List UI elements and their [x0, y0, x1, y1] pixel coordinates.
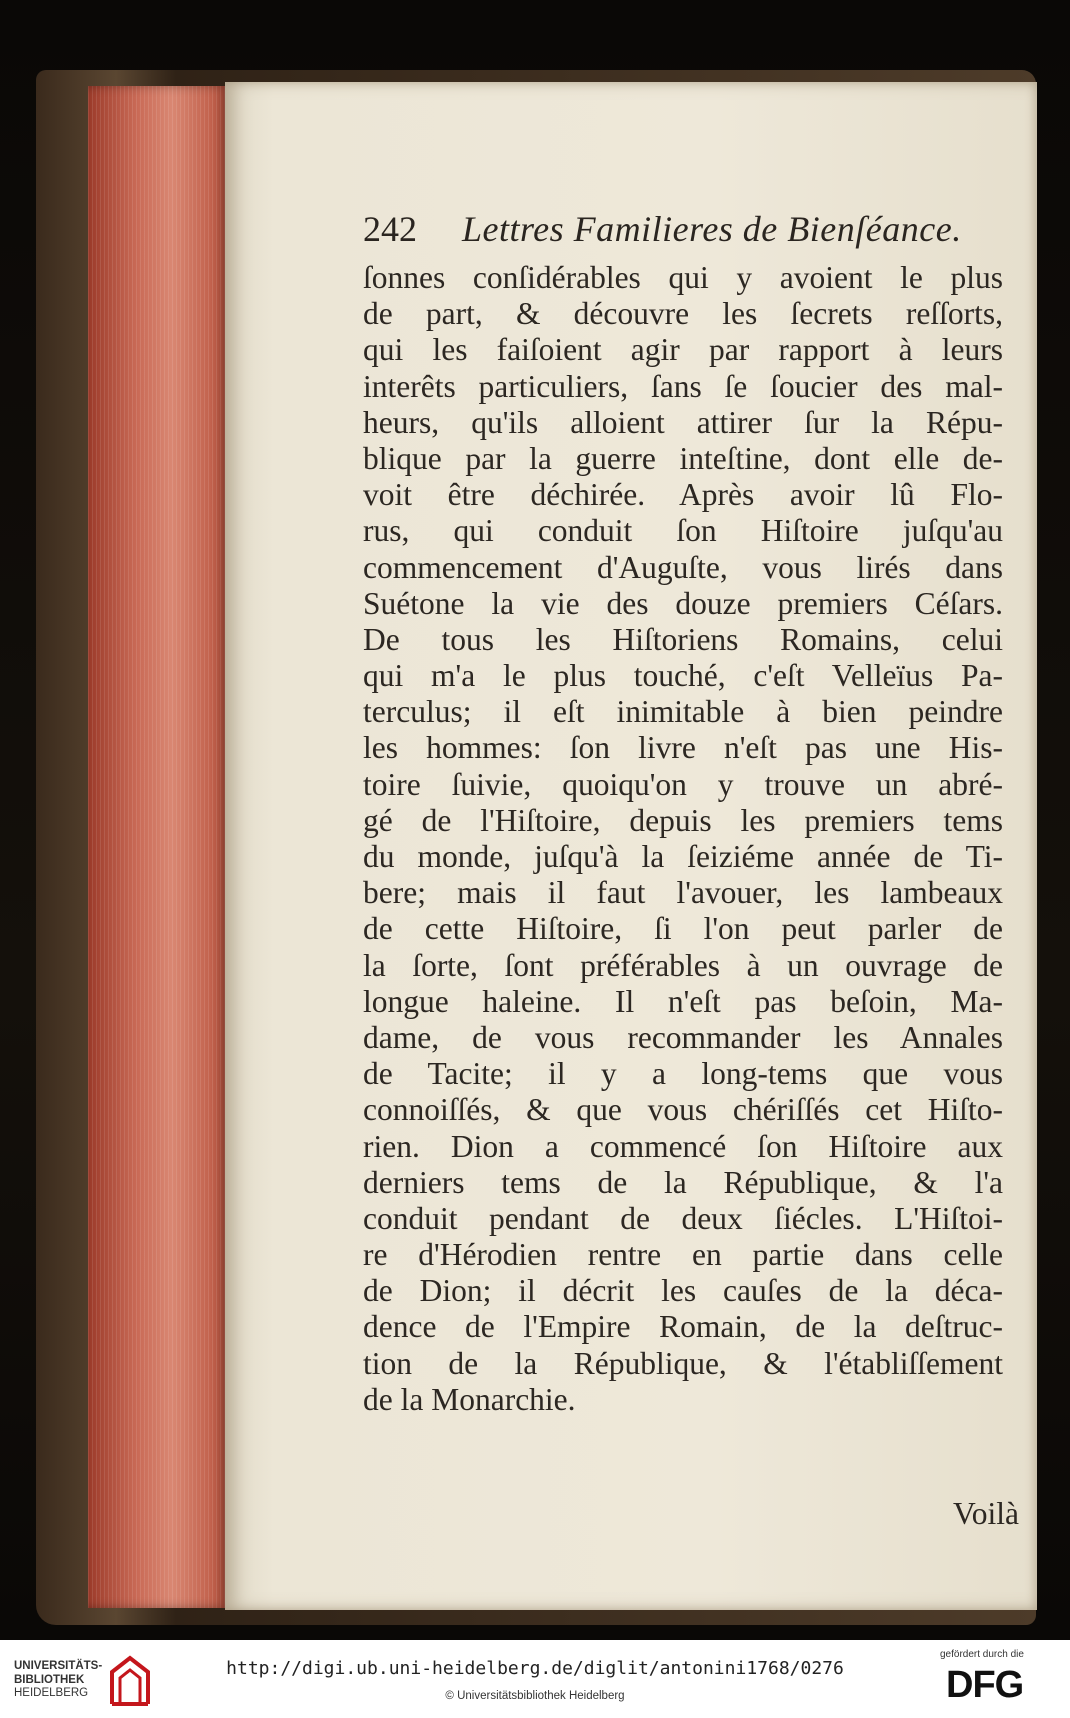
text-line: blique par la guerre inteſtine, dont elle de-: [363, 440, 1003, 476]
dfg-logo: DFG: [946, 1664, 1024, 1706]
text-line: du monde, juſqu'à la ſeiziéme année de Ti-: [363, 839, 1003, 874]
library-name-line: BIBLIOTHEK: [14, 1673, 85, 1686]
catchword: Voilà: [953, 1496, 1019, 1531]
copyright-notice: © Universitätsbibliothek Heidelberg: [445, 1690, 625, 1702]
text-line: tion de la République, & l'établiſſement: [363, 1345, 1003, 1381]
text-line: longue haleine. Il n'eſt pas beſoin, Ma-: [363, 983, 1003, 1019]
text-line: qui les faiſoient agir par rapport à leurs: [363, 332, 1003, 368]
text-line: connoiſſés, & que vous chériſſés cet Hiſto-: [363, 1092, 1003, 1128]
text-line: dence de l'Empire Romain, de la deſtruc-: [363, 1309, 1003, 1345]
text-line: De tous les Hiſtoriens Romains, celui: [363, 621, 1003, 657]
text-line: la ſorte, ſont préférables à un ouvrage de: [363, 947, 1003, 983]
text-line: voit être déchirée. Après avoir lû Flo-: [363, 477, 1003, 513]
book-page: [225, 82, 1037, 1610]
permalink-url[interactable]: http://digi.ub.uni-heidelberg.de/diglit/antonini1768/0276: [226, 1658, 844, 1679]
text-line: de la Monarchie.: [363, 1381, 576, 1417]
text-line: de Tacite; il y a long-tems que vous: [363, 1056, 1003, 1092]
text-line: commencement d'Auguſte, vous lirés dans: [363, 549, 1003, 585]
footer-bar: [0, 1640, 1070, 1718]
text-line: terculus; il eſt inimitable à bien peindre: [363, 694, 1003, 730]
text-line: de cette Hiſtoire, ſi l'on peut parler de: [363, 911, 1003, 947]
text-line: dame, de vous recommander les Annales: [363, 1019, 1003, 1055]
running-head-title: Lettres Familieres de Bienſéance.: [462, 209, 962, 249]
running-head: [363, 204, 1023, 254]
text-line: rien. Dion a commencé ſon Hiſtoire aux: [363, 1128, 1003, 1164]
text-line: Suétone la vie des douze premiers Céſars.: [363, 585, 1003, 621]
text-line: de part, & découvre les ſecrets reſſorts,: [363, 296, 1003, 332]
funded-by-label: gefördert durch die: [940, 1649, 1024, 1660]
text-line: gé de l'Hiſtoire, depuis les premiers tems: [363, 802, 1003, 838]
page-edges: [88, 86, 228, 1608]
text-line: de Dion; il décrit les cauſes de la déca-: [363, 1273, 1003, 1309]
text-line: les hommes: ſon livre n'eſt pas une His-: [363, 730, 1003, 766]
library-name-line: UNIVERSITÄTS-: [14, 1660, 103, 1672]
text-line: derniers tems de la République, & l'a: [363, 1164, 1003, 1200]
text-line: ſonnes conſidérables qui y avoient le plus: [363, 260, 1003, 295]
text-line: interêts particuliers, ſans ſe ſoucier des mal-: [363, 368, 1003, 404]
page-number: 242: [363, 209, 417, 249]
text-line: conduit pendant de deux ſiécles. L'Hiſtoi-: [363, 1200, 1003, 1236]
body-text: [363, 260, 1003, 1418]
text-line: re d'Hérodien rentre en partie dans celle: [363, 1237, 1003, 1273]
library-name-line: HEIDELBERG: [14, 1687, 89, 1699]
text-line: bere; mais il faut l'avouer, les lambeaux: [363, 875, 1003, 911]
text-line: toire ſuivie, quoiqu'on y trouve un abré-: [363, 766, 1003, 802]
text-line: qui m'a le plus touché, c'eſt Velleïus Pa-: [363, 658, 1003, 694]
text-line: heurs, qu'ils alloient attirer ſur la Répu-: [363, 404, 1003, 440]
text-line: rus, qui conduit ſon Hiſtoire juſqu'au: [363, 513, 1003, 549]
